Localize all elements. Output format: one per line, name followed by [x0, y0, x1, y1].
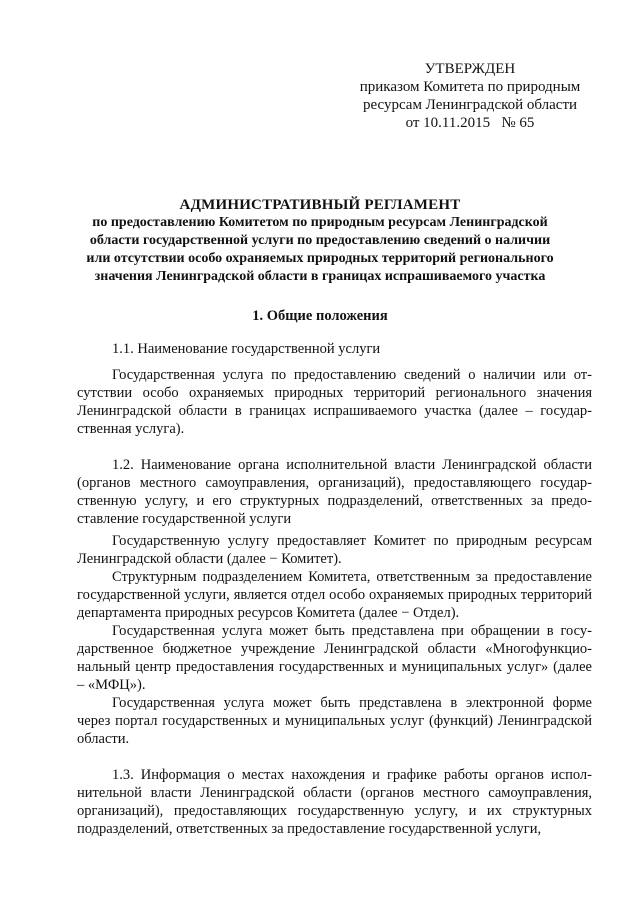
- title-line: области государственной услуги по предоставлению сведений о наличии: [89, 233, 551, 248]
- approval-line: приказом Комитета по природным: [359, 79, 581, 95]
- paragraph: 1.3. Информация о местах нахождения и графике работы органов исполнительной власти Ленинградской области (органов местного самоуправления, организаций), предоставляющих государственную услугу, и их структурных подразделений, ответственных за предоставление государственной услуги,: [77, 767, 592, 837]
- paragraph: Структурным подразделением Комитета, ответственным за предоставление государственной услуги, является отдел особо охраняемых природных территорий департамента природных ресурсов Комитета (далее − Отдел).: [77, 569, 592, 621]
- approval-heading: УТВЕРЖДЕН: [424, 61, 516, 77]
- title-line: по предоставлению Комитетом по природным ресурсам Ленинградской: [92, 215, 548, 230]
- paragraph: 1.2. Наименование органа исполнительной власти Ленинградской области (органов местного самоуправления, организаций), предоставляющего государственную услугу, и его структурных подразделений, ответственных за предоставление государственной услуги: [77, 457, 592, 527]
- paragraph: 1.1. Наименование государственной услуги: [112, 341, 381, 357]
- title-line: значения Ленинградской области в границах испрашиваемого участка: [94, 269, 546, 284]
- document-body: [77, 340, 592, 838]
- paragraph: Государственная услуга по предоставлению сведений о наличии или отсутствии особо охраняемых природных территорий регионального значения Ленинградской области в границах испрашиваемого участка (далее – государственная услуга).: [77, 367, 592, 437]
- document-title: [60, 196, 580, 286]
- paragraph: Государственную услугу предоставляет Комитет по природным ресурсам Ленинградской области (далее − Комитет).: [77, 533, 592, 567]
- approval-stamp: [350, 60, 590, 132]
- paragraph: Государственная услуга может быть представлена в электронной форме через портал государственных и муниципальных услуг (функций) Ленинградской области.: [77, 695, 592, 747]
- title-line: или отсутствии особо охраняемых природных территорий регионального: [86, 251, 554, 266]
- approval-line: ресурсам Ленинградской области: [362, 97, 578, 113]
- title-main: АДМИНИСТРАТИВНЫЙ РЕГЛАМЕНТ: [179, 197, 461, 213]
- approval-date: от 10.11.2015 № 65: [405, 115, 535, 131]
- paragraph: Государственная услуга может быть представлена при обращении в государственное бюджетное учреждение Ленинградской области «Многофункциональный центр предоставления государственных и муниципальных услуг» (далее – «МФЦ»).: [77, 623, 592, 693]
- section-heading: 1. Общие положения: [252, 308, 388, 324]
